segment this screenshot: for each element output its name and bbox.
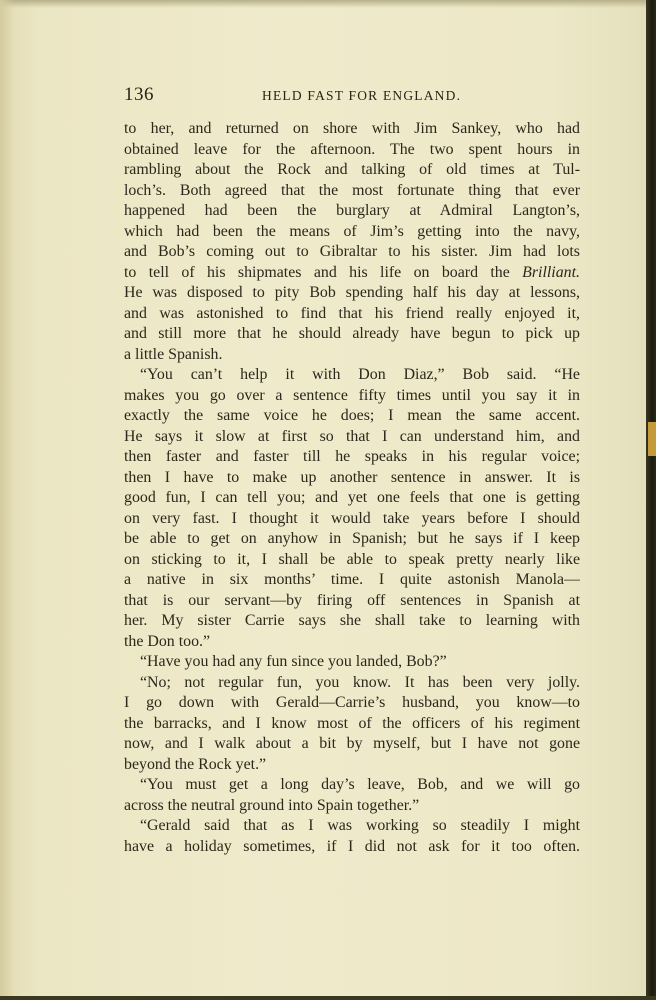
text-line: rambling about the Rock and talking of old times at Tul- (124, 161, 580, 178)
text-line: “No; not regular fun, you know. It has been very jolly. (140, 673, 580, 691)
page-number: 136 (124, 84, 154, 105)
text-line: and still more that he should already have begun to pick up (124, 325, 580, 342)
text-line: to her, and returned on shore with Jim Sankey, who had (124, 120, 580, 137)
running-title: HELD FAST FOR ENGLAND. (262, 88, 462, 103)
text-line: happened had been the burglary at Admiral Langton’s, (124, 202, 580, 219)
text-line: and was astonished to find that his friend really enjoyed it, (124, 304, 580, 322)
text-line: a native in six months’ time. I quite astonish Manola— (124, 571, 580, 588)
text-line: “Have you had any fun since you landed, Bob?” (140, 653, 447, 670)
text-line: the barracks, and I know most of the officers of his regiment (124, 714, 580, 732)
page-tab-marker (648, 422, 656, 456)
text-line: have a holiday sometimes, if I did not ask for it too often. (124, 837, 580, 855)
text-line: that is our servant—by firing off sentences in Spanish at (124, 591, 580, 609)
page-header (124, 84, 580, 108)
body-text (124, 119, 580, 857)
text-line: beyond the Rock yet.” (124, 755, 267, 773)
text-line: “You must get a long day’s leave, Bob, and we will go (140, 776, 580, 793)
text-line: then I have to make up another sentence in answer. It is (124, 468, 580, 486)
text-line: which had been the means of Jim’s getting into the navy, (124, 222, 580, 240)
text-line: “Gerald said that as I was working so steadily I might (140, 817, 580, 834)
text-line: loch’s. Both agreed that the most fortunate thing that ever (124, 181, 580, 199)
text-line: good fun, I can tell you; and yet one feels that one is getting (124, 489, 580, 506)
text-line-with-ship-name (124, 263, 580, 284)
text-line: her. My sister Carrie says she shall take to learning with (124, 612, 580, 629)
text-line: on sticking to it, I shall be able to speak pretty nearly like (124, 550, 580, 568)
text-line: on very fast. I thought it would take years before I should (124, 509, 580, 527)
text-line: the Don too.” (124, 632, 211, 650)
text-line: obtained leave for the afternoon. The two spent hours in (124, 140, 580, 158)
text-line: He was disposed to pity Bob spending half his day at lessons, (124, 284, 580, 301)
text-line: be able to get on anyhow in Spanish; but he says if I keep (124, 530, 580, 547)
text-line: I go down with Gerald—Carrie’s husband, you know—to (124, 694, 580, 711)
text-line: exactly the same voice he does; I mean the same accent. (124, 407, 580, 424)
ship-name: Brilliant. (522, 263, 580, 281)
text-line: He says it slow at first so that I can understand him, and (124, 427, 580, 445)
text-fragment: to tell of his shipmates and his life on board the (124, 263, 523, 281)
text-line: then faster and faster till he speaks in his regular voice; (124, 448, 580, 465)
text-line: makes you go over a sentence fifty times until you say it in (124, 386, 580, 404)
text-line: a little Spanish. (124, 345, 223, 363)
book-bottom-edge (0, 996, 656, 1000)
text-line: and Bob’s coming out to Gibraltar to his sister. Jim had lots (124, 243, 580, 260)
text-line: “You can’t help it with Don Diaz,” Bob said. “He (140, 366, 580, 383)
text-line: across the neutral ground into Spain together.” (124, 796, 420, 814)
text-line: now, and I walk about a bit by myself, but I have not gone (124, 735, 580, 752)
book-edge (646, 0, 656, 1000)
